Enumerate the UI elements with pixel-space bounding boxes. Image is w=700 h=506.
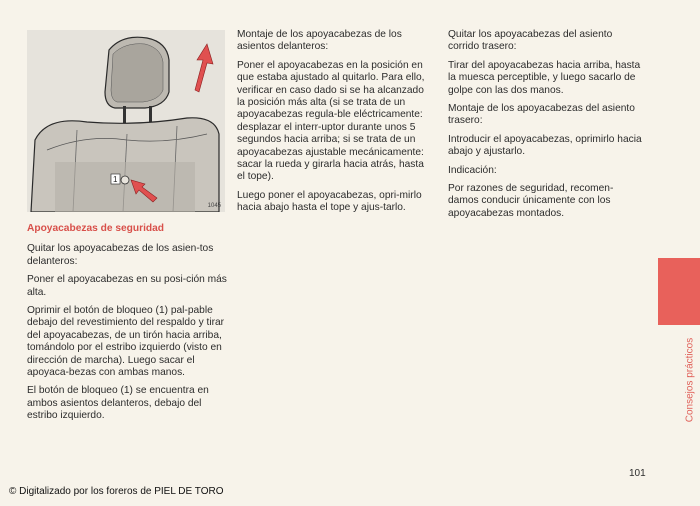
paragraph: Quitar los apoyacabezas del asiento corrido trasero: — [448, 29, 613, 53]
chapter-label: Consejos prácticos — [684, 337, 696, 423]
paragraph: Montaje de los apoyacabezas del asiento trasero: — [448, 103, 635, 127]
section-tab — [658, 258, 700, 325]
column-left — [27, 223, 227, 429]
paragraph: Poner el apoyacabezas en la posición en que estaba ajustado al quitarlo. Para ello, verificar en caso dado si se ha alcanzado la posición más alta (si se trata de un apoyacabezas regula-ble eléctricamente: desplazar el interr-uptor durante unos 5 segundos hacia arriba; si se trata de un apoyacabezas ajustable mecánicamente: sacar la rueda y girarla hacia atrás, hasta el tope). — [237, 59, 425, 183]
seat-drawing — [27, 30, 225, 212]
paragraph: Indicación: — [448, 164, 497, 176]
section-title: Apoyacabezas de seguridad — [27, 223, 165, 234]
page-number: 101 — [629, 468, 646, 479]
column-right — [448, 29, 643, 226]
callout-number: 1 — [113, 175, 118, 184]
paragraph: Montaje de los apoyacabezas de los asientos delanteros: — [237, 29, 402, 53]
paragraph: Introducir el apoyacabezas, oprimirlo hacia abajo y ajustarlo. — [448, 133, 642, 158]
paragraph: Poner el apoyacabezas en su posi-ción más alta. — [27, 274, 227, 298]
column-middle — [237, 29, 432, 221]
scan-credit: © Digitalizado por los foreros de PIEL DE TORO — [9, 486, 224, 497]
figure-number: 1045 — [207, 203, 221, 209]
paragraph: Quitar los apoyacabezas de los asien-tos delanteros: — [27, 243, 214, 267]
paragraph: Oprimir el botón de bloqueo (1) pal-pable debajo del revestimiento del respaldo y tirar del apoyacabezas, de un tirón hacia arriba, tomándolo por el estribo izquierdo (visto en dirección de marcha). Luego sacar el apoyaca-bezas con ambas manos. — [27, 305, 225, 379]
paragraph: Luego poner el apoyacabezas, opri-mirlo hacia abajo hasta el tope y ajus-tarlo. — [237, 189, 422, 214]
headrest-illustration — [27, 30, 225, 212]
paragraph: Tirar del apoyacabezas hacia arriba, hasta la muesca perceptible, y luego sacarlo de golpe con las dos manos. — [448, 59, 641, 96]
paragraph: Por razones de seguridad, recomen-damos conducir únicamente con los apoyacabezas montados. — [448, 183, 614, 219]
paragraph: El botón de bloqueo (1) se encuentra en ambos asientos delanteros, debajo del estribo izquierdo. — [27, 385, 209, 422]
